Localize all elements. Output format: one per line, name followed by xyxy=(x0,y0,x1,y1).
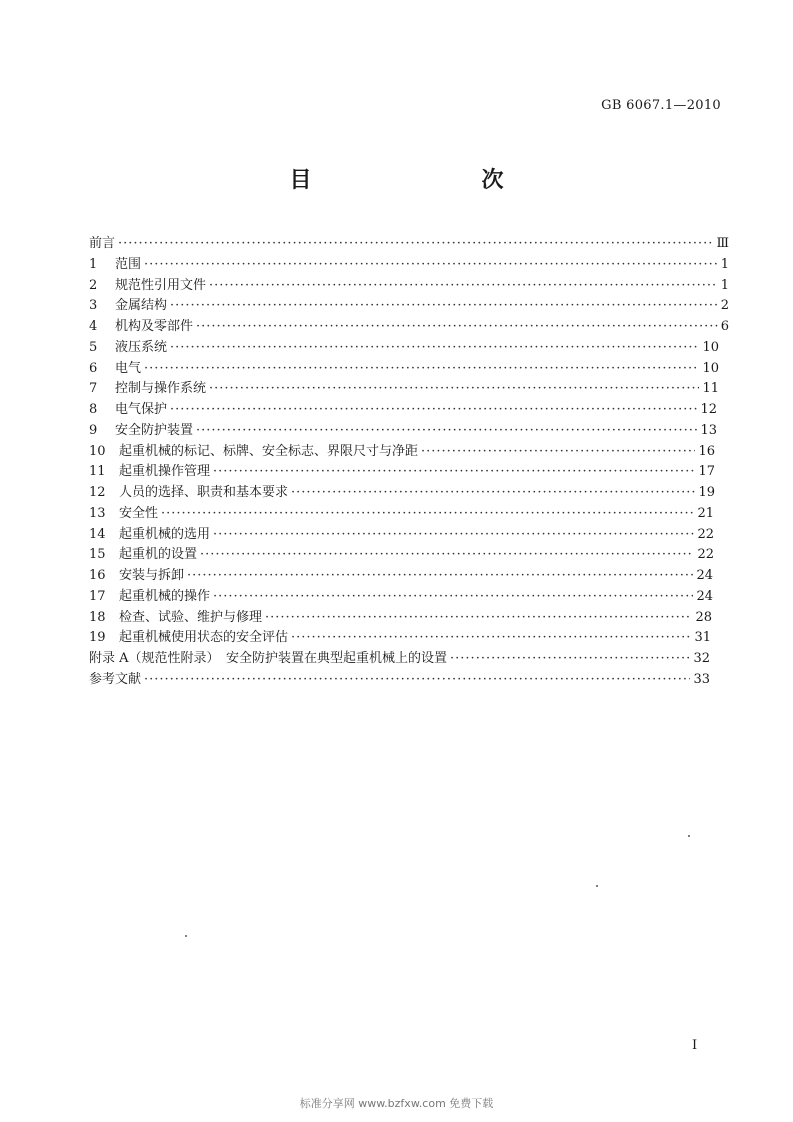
toc-entry-title: 电气保护 xyxy=(115,402,168,417)
toc-entry-title: 人员的选择、职责和基本要求 xyxy=(119,485,289,500)
toc-entry-page: 16 xyxy=(698,443,715,459)
toc-entry-title: 金属结构 xyxy=(115,298,168,314)
toc-entry[interactable] xyxy=(89,357,719,378)
toc-entry-number: 4 xyxy=(89,319,98,334)
toc-entry-title: 附录 A（规范性附录） 安全防护装置在典型起重机械上的设置 xyxy=(89,651,448,666)
toc-entry-page: 1 xyxy=(720,277,729,293)
toc-entry-page: 33 xyxy=(693,671,710,687)
document-code: GB 6067.1—2010 xyxy=(601,98,721,113)
toc-entry[interactable] xyxy=(89,543,714,564)
toc-entry-title: 参考文献 xyxy=(89,671,142,687)
toc-leader-dots xyxy=(187,568,693,583)
toc-entry-page: 31 xyxy=(694,630,711,646)
toc-entry-page: 11 xyxy=(702,381,719,397)
toc-entry-title: 起重机械的选用 xyxy=(119,526,211,542)
toc-entry-page: 17 xyxy=(698,464,715,480)
toc-entry-number: 9 xyxy=(89,422,98,438)
toc-entry-title: 电气 xyxy=(115,360,142,376)
toc-entry-title: 机构及零部件 xyxy=(115,319,194,334)
toc-entry[interactable] xyxy=(89,606,712,627)
watermark-text: 标准分享网 www.bzfxw.com 免费下载 xyxy=(299,1097,494,1110)
toc-entry-page: 32 xyxy=(693,651,710,666)
toc-entry[interactable] xyxy=(89,585,713,606)
toc-entry-number: 6 xyxy=(89,360,98,376)
toc-leader-dots xyxy=(170,298,718,313)
toc-entry-title: 起重机的设置 xyxy=(119,547,198,563)
toc-entry[interactable] xyxy=(89,398,717,419)
toc-entry[interactable] xyxy=(89,460,715,481)
toc-entry[interactable] xyxy=(89,440,715,461)
toc-leader-dots xyxy=(209,381,699,396)
toc-entry[interactable] xyxy=(89,294,729,315)
toc-entry-number: 11 xyxy=(89,464,106,480)
toc-entry[interactable] xyxy=(89,253,729,274)
toc-entry[interactable] xyxy=(89,626,711,647)
toc-entry-page: 19 xyxy=(698,485,715,500)
toc-entry[interactable] xyxy=(89,502,714,523)
toc-entry[interactable] xyxy=(89,232,729,253)
toc-entry-page: Ⅲ xyxy=(716,236,729,251)
toc-entry-number: 19 xyxy=(89,630,106,646)
toc-entry-number: 13 xyxy=(89,505,106,521)
toc-leader-dots xyxy=(144,257,718,272)
toc-leader-dots xyxy=(421,444,695,459)
toc-leader-dots xyxy=(144,672,690,687)
toc-leader-dots xyxy=(144,361,699,376)
toc-leader-dots xyxy=(170,340,699,355)
scan-speck xyxy=(185,935,187,937)
toc-entry-page: 24 xyxy=(696,588,713,604)
table-of-contents xyxy=(89,232,729,689)
toc-leader-dots xyxy=(291,485,695,500)
toc-entry-title: 安装与拆卸 xyxy=(119,568,185,583)
toc-entry-number: 2 xyxy=(89,277,98,293)
toc-entry-title: 范围 xyxy=(115,256,142,272)
toc-entry-title: 液压系统 xyxy=(115,339,168,355)
toc-entry-number: 5 xyxy=(89,339,98,355)
toc-entry[interactable] xyxy=(89,315,729,336)
toc-entry-page: 22 xyxy=(697,547,714,563)
toc-entry-number: 18 xyxy=(89,609,106,625)
page-number: I xyxy=(692,1038,698,1053)
toc-leader-dots xyxy=(265,610,692,625)
toc-entry-number: 10 xyxy=(89,443,106,459)
toc-leader-dots xyxy=(213,527,694,542)
toc-leader-dots xyxy=(196,319,718,334)
toc-entry-title: 检查、试验、维护与修理 xyxy=(119,609,263,625)
toc-entry-title: 起重机械使用状态的安全评估 xyxy=(119,630,289,646)
toc-entry-number: 7 xyxy=(89,381,98,397)
toc-leader-dots xyxy=(170,402,697,417)
toc-entry[interactable] xyxy=(89,564,713,585)
toc-title: 目 次 xyxy=(289,167,546,193)
toc-entry-title: 控制与操作系统 xyxy=(115,381,207,397)
toc-leader-dots xyxy=(209,278,718,293)
scan-speck xyxy=(596,885,598,887)
toc-leader-dots xyxy=(450,651,690,666)
toc-entry[interactable] xyxy=(89,336,719,357)
toc-leader-dots xyxy=(196,423,697,438)
toc-entry-number: 1 xyxy=(89,256,98,272)
toc-entry-page: 2 xyxy=(720,298,729,314)
toc-entry-page: 10 xyxy=(702,339,719,355)
toc-entry[interactable] xyxy=(89,377,719,398)
toc-leader-dots xyxy=(200,547,694,562)
toc-entry-page: 12 xyxy=(700,402,717,417)
toc-entry-page: 21 xyxy=(697,505,714,521)
toc-entry[interactable] xyxy=(89,274,729,295)
toc-entry-title: 前言 xyxy=(89,236,116,251)
toc-entry-number: 3 xyxy=(89,298,98,314)
toc-entry-page: 6 xyxy=(720,319,729,334)
toc-entry-number: 17 xyxy=(89,588,106,604)
toc-entry-number: 14 xyxy=(89,526,106,542)
toc-entry-title: 安全性 xyxy=(119,505,159,521)
toc-entry-page: 13 xyxy=(700,422,717,438)
toc-entry-page: 10 xyxy=(702,360,719,376)
toc-leader-dots xyxy=(291,630,691,645)
toc-leader-dots xyxy=(118,236,713,251)
toc-entry[interactable] xyxy=(89,419,717,440)
toc-entry-number: 12 xyxy=(89,485,106,500)
toc-entry-title: 安全防护装置 xyxy=(115,422,194,438)
toc-entry-page: 22 xyxy=(697,526,714,542)
toc-entry[interactable] xyxy=(89,668,710,689)
toc-entry-page: 24 xyxy=(696,568,713,583)
toc-entry-number: 15 xyxy=(89,547,106,563)
toc-entry[interactable] xyxy=(89,647,710,668)
toc-leader-dots xyxy=(161,506,694,521)
toc-leader-dots xyxy=(213,589,693,604)
toc-entry-page: 1 xyxy=(720,256,729,272)
toc-entry[interactable] xyxy=(89,481,715,502)
toc-entry-title: 起重机操作管理 xyxy=(119,464,211,480)
toc-entry-title: 起重机械的操作 xyxy=(119,588,211,604)
toc-entry-number: 16 xyxy=(89,568,106,583)
toc-entry-title: 起重机械的标记、标牌、安全标志、界限尺寸与净距 xyxy=(119,443,419,459)
toc-leader-dots xyxy=(213,464,695,479)
toc-entry-number: 8 xyxy=(89,402,98,417)
toc-entry-title: 规范性引用文件 xyxy=(115,277,207,293)
toc-entry-page: 28 xyxy=(695,609,712,625)
scan-speck xyxy=(688,835,690,837)
toc-entry[interactable] xyxy=(89,523,714,544)
